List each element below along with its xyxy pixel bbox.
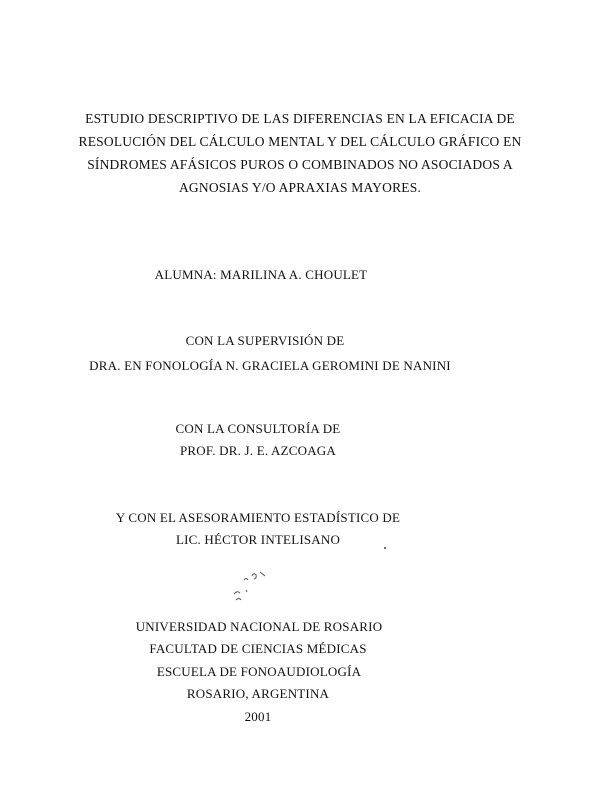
university-name: UNIVERSIDAD NACIONAL DE ROSARIO [135,619,383,634]
statistician-name: LIC. HÉCTOR INTELISANO [175,532,341,547]
consultant-name: PROF. DR. J. E. AZCOAGA [180,443,336,458]
thesis-title-line-1: ESTUDIO DESCRIPTIVO DE LAS DIFERENCIAS EN LA EFICACIA DE [85,111,515,126]
student-name: ALUMNA: MARILINA A. CHOULET [154,267,368,282]
thesis-title-line-4: AGNOSIAS Y/O APRAXIAS MAYORES. [178,180,422,195]
thesis-title-line-2: RESOLUCIÓN DEL CÁLCULO MENTAL Y DEL CÁLCULO GRÁFICO EN [78,134,522,149]
year: 2001 [244,709,272,724]
handwritten-mark [226,566,276,606]
supervision-label: CON LA SUPERVISIÓN DE [185,333,345,348]
faculty-name: FACULTAD DE CIENCIAS MÉDICAS [149,641,367,656]
statistics-label: Y CON EL ASESORAMIENTO ESTADÍSTICO DE [115,510,401,525]
school-name: ESCUELA DE FONOAUDIOLOGÍA [156,664,362,679]
thesis-title-line-3: SÍNDROMES AFÁSICOS PUROS O COMBINADOS NO ASOCIADOS A [87,157,513,172]
location: ROSARIO, ARGENTINA [186,686,330,701]
consultancy-label: CON LA CONSULTORÍA DE [175,421,341,436]
supervisor-name: DRA. EN FONOLOGÍA N. GRACIELA GEROMINI DE NANINI [89,358,451,373]
scan-speck [384,547,386,549]
